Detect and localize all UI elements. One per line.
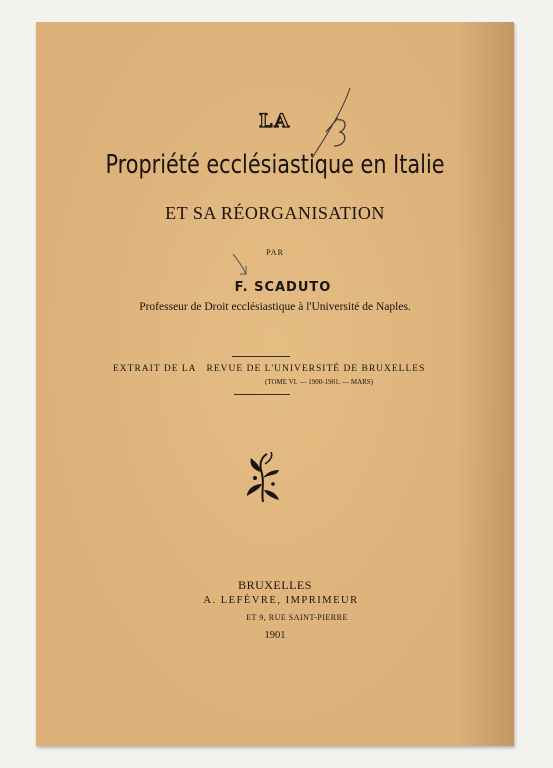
printer-address: ET 9, RUE SAINT-PIERRE: [246, 613, 348, 622]
author-name: F. SCADUTO: [234, 280, 332, 295]
title-la: LA: [258, 110, 292, 132]
floral-ornament-icon: [243, 452, 283, 504]
subtitle: ET SA RÉORGANISATION: [165, 203, 385, 223]
publication-city: BRUXELLES: [238, 578, 312, 592]
by-label: PAR: [266, 248, 284, 257]
pamphlet-cover: [36, 22, 514, 746]
volume-info: (TOME VI. — 1900-1901. — MARS): [264, 378, 374, 386]
journal-name: REVUE DE L'UNIVERSITÉ DE BRUXELLES: [206, 364, 426, 374]
publication-year: 1901: [264, 630, 286, 641]
author-affiliation: Professeur de Droit ecclésiastique à l'Université de Naples.: [139, 301, 411, 313]
extract-prefix: EXTRAIT DE LA: [113, 364, 197, 374]
divider-bottom: [234, 394, 290, 395]
printer-name: A. LEFÈVRE, IMPRIMEUR: [203, 595, 359, 606]
main-title: Propriété ecclésiastique en Italie: [105, 150, 445, 180]
divider-top: [232, 356, 290, 357]
handwritten-arrow-mark: [230, 252, 252, 278]
extract-line: [113, 364, 513, 374]
